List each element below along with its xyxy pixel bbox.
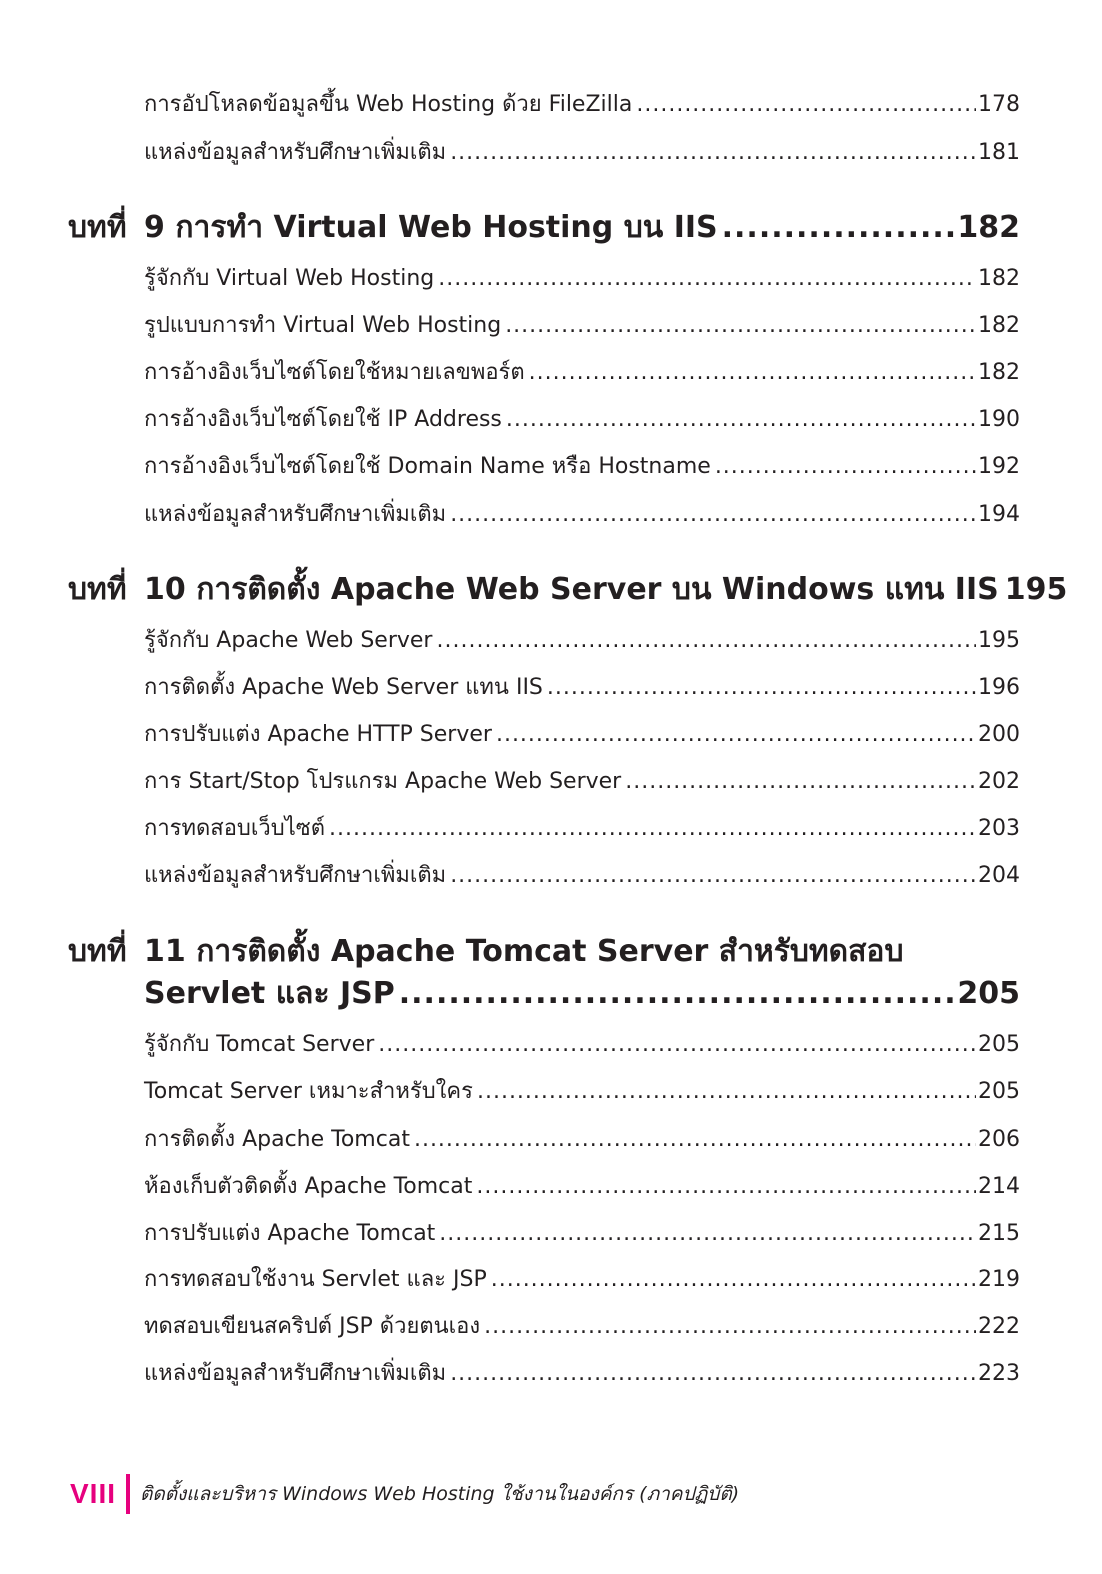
toc-entry-page: 178 xyxy=(978,92,1020,117)
toc-entry-page: 206 xyxy=(978,1127,1020,1152)
toc-entry-page: 194 xyxy=(978,502,1020,527)
chapter-page: 205 xyxy=(957,976,1020,1011)
toc-entry[interactable] xyxy=(144,138,1020,168)
dot-leader xyxy=(636,90,976,120)
toc-entry-title: การอ้างอิงเว็บไซต์โดยใช้ IP Address xyxy=(144,407,502,432)
dot-leader xyxy=(506,405,976,435)
toc-entry-page: 205 xyxy=(978,1079,1020,1104)
toc-entry-title: แหล่งข้อมูลสำหรับศึกษาเพิ่มเติม xyxy=(144,502,447,527)
toc-entry-page: 195 xyxy=(978,628,1020,653)
toc-entry-page: 181 xyxy=(978,140,1020,165)
dot-leader xyxy=(450,861,976,891)
toc-entry[interactable] xyxy=(144,1219,1020,1249)
toc-entry-title: การทดสอบใช้งาน Servlet และ JSP xyxy=(144,1267,487,1292)
dot-leader xyxy=(450,1359,976,1389)
toc-entry-title: Tomcat Server เหมาะสำหรับใคร xyxy=(144,1079,473,1104)
toc-entry[interactable] xyxy=(144,90,1020,120)
toc-entry[interactable] xyxy=(144,405,1020,435)
toc-entry-title: การอัปโหลดข้อมูลขึ้น Web Hosting ด้วย FileZilla xyxy=(144,92,633,117)
toc-entry-page: 182 xyxy=(978,313,1020,338)
dot-leader xyxy=(496,720,976,750)
toc-entry[interactable] xyxy=(144,452,1020,482)
toc-entry[interactable] xyxy=(144,673,1020,703)
toc-entry[interactable] xyxy=(144,1125,1020,1155)
toc-entry-title: การปรับแต่ง Apache HTTP Server xyxy=(144,722,492,747)
toc-entry[interactable] xyxy=(144,1172,1020,1202)
toc-entry-title: การ Start/Stop โปรแกรม Apache Web Server xyxy=(144,769,622,794)
toc-entry[interactable] xyxy=(144,861,1020,891)
chapter-label: บทที่ xyxy=(68,934,127,969)
toc-entry-title: รู้จักกับ Apache Web Server xyxy=(144,628,433,653)
toc-entry-page: 203 xyxy=(978,816,1020,841)
footer-divider xyxy=(126,1474,130,1514)
toc-entry-title: แหล่งข้อมูลสำหรับศึกษาเพิ่มเติม xyxy=(144,863,447,888)
dot-leader xyxy=(329,814,976,844)
toc-entry-title: การติดตั้ง Apache Web Server แทน IIS xyxy=(144,675,543,700)
toc-entry-page: 182 xyxy=(978,360,1020,385)
dot-leader xyxy=(547,673,976,703)
dot-leader xyxy=(399,974,956,1014)
toc-entry-page: 200 xyxy=(978,722,1020,747)
toc-entry[interactable] xyxy=(144,720,1020,750)
toc-entry[interactable] xyxy=(144,1077,1020,1107)
chapter-heading-9[interactable] xyxy=(68,208,1020,248)
dot-leader xyxy=(529,358,976,388)
dot-leader xyxy=(715,452,976,482)
chapter-title-continued: Servlet และ JSP xyxy=(144,976,395,1011)
toc-entry[interactable] xyxy=(144,767,1020,797)
page-footer xyxy=(70,1474,739,1514)
toc-entry-page: 190 xyxy=(978,407,1020,432)
toc-entry-title: ห้องเก็บตัวติดตั้ง Apache Tomcat xyxy=(144,1174,473,1199)
toc-entry-title: การทดสอบเว็บไซต์ xyxy=(144,816,326,841)
dot-leader xyxy=(414,1125,976,1155)
chapter-heading-10[interactable] xyxy=(68,570,1068,610)
toc-entry-page: 196 xyxy=(978,675,1020,700)
chapter-title: 10 การติดตั้ง Apache Web Server บน Windows แทน IIS xyxy=(144,572,999,607)
toc-entry-title: รู้จักกับ Tomcat Server xyxy=(144,1032,375,1057)
dot-leader xyxy=(476,1172,976,1202)
toc-entry[interactable] xyxy=(144,311,1020,341)
toc-entry[interactable] xyxy=(144,1359,1020,1389)
dot-leader xyxy=(378,1030,976,1060)
toc-entry-page: 204 xyxy=(978,863,1020,888)
dot-leader xyxy=(491,1265,976,1295)
toc-entry-title: แหล่งข้อมูลสำหรับศึกษาเพิ่มเติม xyxy=(144,1361,447,1386)
toc-entry[interactable] xyxy=(144,500,1020,530)
toc-entry-page: 219 xyxy=(978,1267,1020,1292)
chapter-title: 11 การติดตั้ง Apache Tomcat Server สำหรับทดสอบ xyxy=(144,934,904,969)
chapter-label: บทที่ xyxy=(68,572,127,607)
toc-entry-title: การอ้างอิงเว็บไซต์โดยใช้หมายเลขพอร์ต xyxy=(144,360,525,385)
toc-entry-title: ทดสอบเขียนสคริปต์ JSP ด้วยตนเอง xyxy=(144,1314,481,1339)
chapter-page: 182 xyxy=(957,210,1020,245)
toc-entry-page: 223 xyxy=(978,1361,1020,1386)
dot-leader xyxy=(438,264,976,294)
toc-entry-title: การอ้างอิงเว็บไซต์โดยใช้ Domain Name หรือ Hostname xyxy=(144,454,711,479)
dot-leader xyxy=(439,1219,976,1249)
dot-leader xyxy=(722,208,956,248)
dot-leader xyxy=(450,138,976,168)
toc-entry-page: 214 xyxy=(978,1174,1020,1199)
toc-entry-page: 192 xyxy=(978,454,1020,479)
dot-leader xyxy=(625,767,976,797)
toc-entry-page: 205 xyxy=(978,1032,1020,1057)
toc-entry-page: 222 xyxy=(978,1314,1020,1339)
toc-entry-page: 182 xyxy=(978,266,1020,291)
dot-leader xyxy=(450,500,976,530)
chapter-label: บทที่ xyxy=(68,210,127,245)
toc-entry[interactable] xyxy=(144,814,1020,844)
chapter-page: 195 xyxy=(1004,572,1068,607)
chapter-title: 9 การทำ Virtual Web Hosting บน IIS xyxy=(144,210,718,245)
chapter-heading-11-continued[interactable] xyxy=(144,974,1020,1014)
toc-entry[interactable] xyxy=(144,358,1020,388)
toc-entry[interactable] xyxy=(144,1312,1020,1342)
dot-leader xyxy=(505,311,976,341)
toc-entry[interactable] xyxy=(144,1265,1020,1295)
toc-entry[interactable] xyxy=(144,264,1020,294)
toc-entry[interactable] xyxy=(144,1030,1020,1060)
toc-entry-title: การปรับแต่ง Apache Tomcat xyxy=(144,1221,436,1246)
dot-leader xyxy=(484,1312,976,1342)
dot-leader xyxy=(477,1077,976,1107)
toc-entry-title: แหล่งข้อมูลสำหรับศึกษาเพิ่มเติม xyxy=(144,140,447,165)
toc-entry[interactable] xyxy=(144,626,1020,656)
dot-leader xyxy=(436,626,976,656)
toc-entry-title: รู้จักกับ Virtual Web Hosting xyxy=(144,266,435,291)
toc-entry-page: 215 xyxy=(978,1221,1020,1246)
running-title: ติดตั้งและบริหาร Windows Web Hosting ใช้งานในองค์กร (ภาคปฏิบัติ) xyxy=(140,1483,740,1505)
chapter-heading-11[interactable] xyxy=(68,932,1020,972)
toc-entry-title: การติดตั้ง Apache Tomcat xyxy=(144,1127,410,1152)
toc-entry-page: 202 xyxy=(978,769,1020,794)
page-number: VIII xyxy=(70,1478,117,1509)
toc-entry-title: รูปแบบการทำ Virtual Web Hosting xyxy=(144,313,502,338)
